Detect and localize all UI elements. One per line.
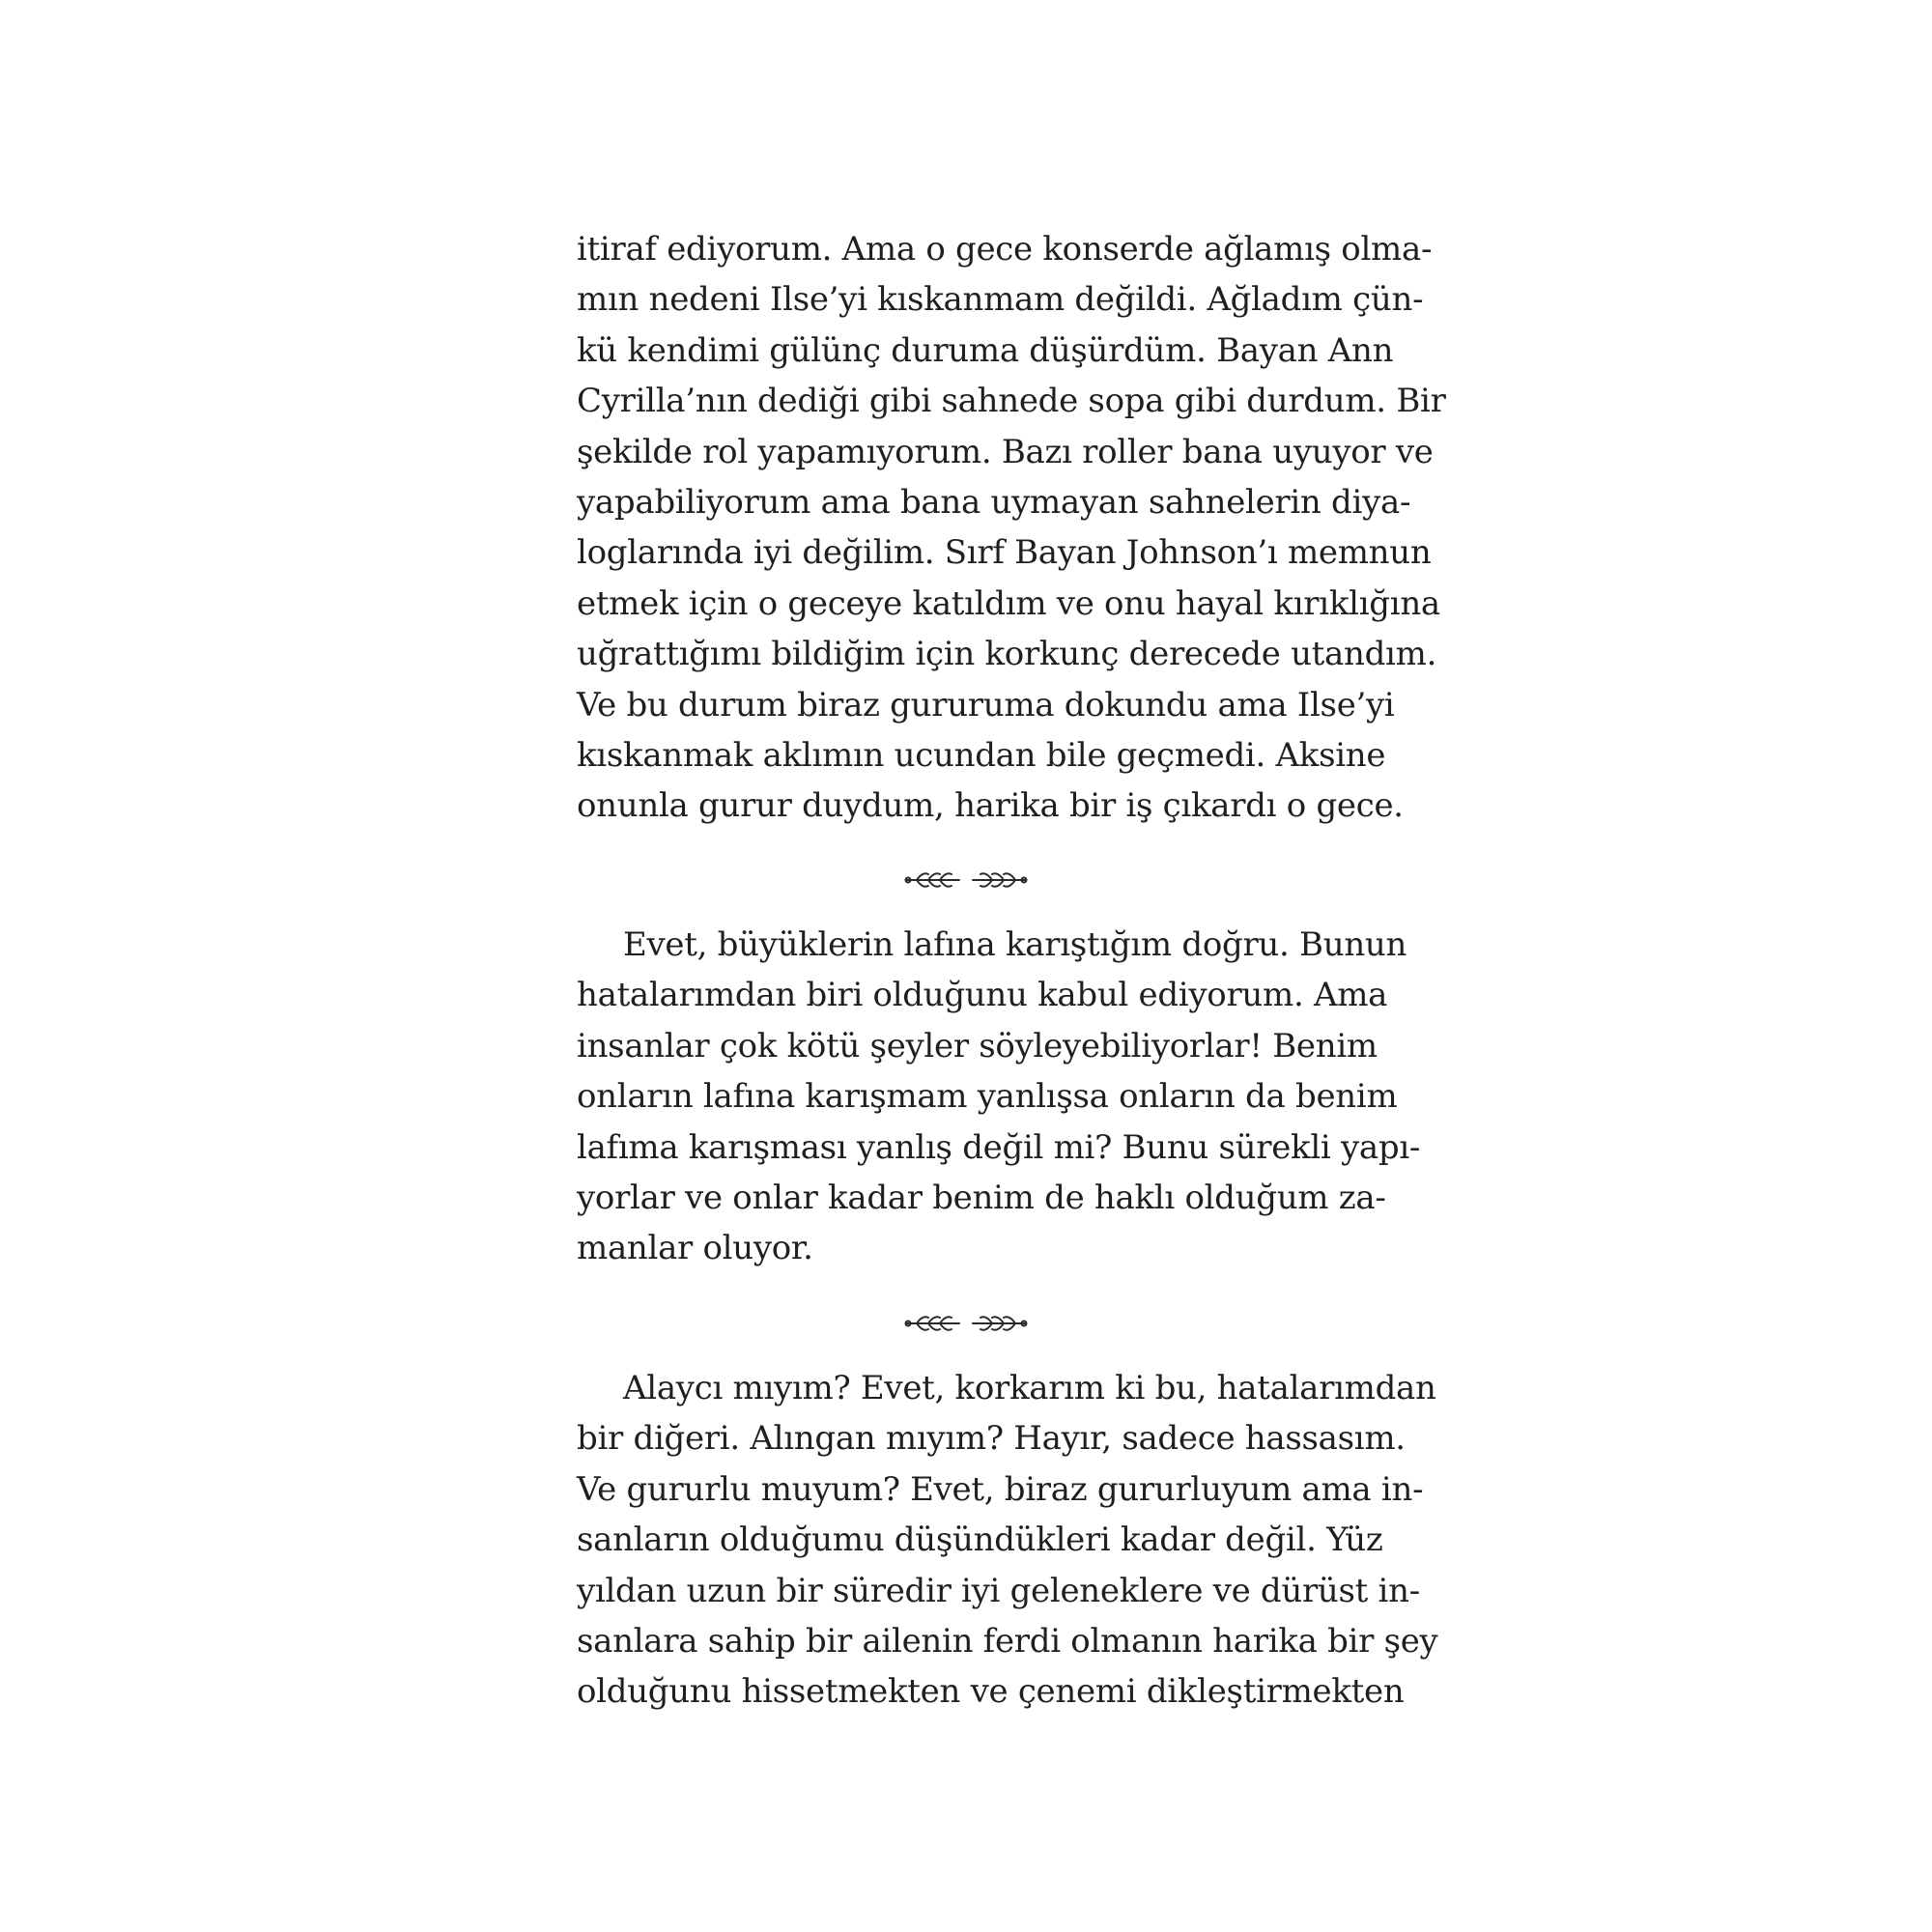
text-line: manlar oluyor.	[577, 1229, 813, 1268]
text-line: Alaycı mıyım? Evet, korkarım ki bu, hatalarımdan	[623, 1369, 1436, 1407]
text-line: onunla gurur duydum, harika bir iş çıkardı o gece.	[577, 786, 1404, 826]
paragraph-1	[577, 224, 1446, 832]
text-line: kıskanmak aklımın ucundan bile geçmedi. Aksine	[577, 735, 1386, 775]
text-line: olduğunu hissetmekten ve çenemi dikleştirmekten	[577, 1672, 1405, 1712]
paragraph-2	[577, 920, 1421, 1274]
text-line: bir diğeri. Alıngan mıyım? Hayır, sadece hassasım.	[577, 1419, 1406, 1459]
text-line: kü kendimi gülünç duruma düşürdüm. Bayan Ann	[577, 330, 1394, 370]
text-line: hatalarımdan biri olduğunu kabul ediyorum. Ama	[577, 976, 1388, 1015]
text-line: sanların olduğumu düşündükleri kadar değil. Yüz	[577, 1520, 1383, 1560]
text-line: sanlara sahip bir ailenin ferdi olmanın harika bir şey	[577, 1621, 1438, 1661]
text-line: yorlar ve onlar kadar benim de haklı olduğum za-	[577, 1178, 1386, 1217]
leaf-sprig-divider-icon	[903, 866, 1029, 895]
leaf-sprig-divider-icon	[903, 1309, 1029, 1338]
text-line: Ve gururlu muyum? Evet, biraz gururluyum ama in-	[577, 1469, 1424, 1509]
text-line: mın nedeni Ilse’yi kıskanmam değildi. Ağladım çün-	[577, 280, 1424, 320]
text-line: etmek için o geceye katıldım ve onu hayal kırıklığına	[577, 583, 1440, 623]
text-line: Ve bu durum biraz gururuma dokundu ama Ilse’yi	[577, 685, 1395, 724]
paragraph-3	[577, 1363, 1438, 1718]
text-line: loglarında iyi değilim. Sırf Bayan Johnson’ı memnun	[577, 533, 1432, 573]
text-line: itiraf ediyorum. Ama o gece konserde ağlamış olma-	[577, 230, 1433, 269]
text-line: Evet, büyüklerin lafına karıştığım doğru. Bunun	[623, 925, 1407, 964]
text-line: şekilde rol yapamıyorum. Bazı roller bana uyuyor ve	[577, 432, 1434, 471]
text-line: yapabiliyorum ama bana uymayan sahnelerin diya-	[577, 482, 1411, 522]
text-line: uğrattığımı bildiğim için korkunç derecede utandım.	[577, 635, 1437, 674]
text-line: yıldan uzun bir süredir iyi geleneklere ve dürüst in-	[577, 1571, 1420, 1610]
text-line: lafıma karışması yanlış değil mi? Bunu sürekli yapı-	[577, 1127, 1421, 1167]
text-line: insanlar çok kötü şeyler söyleyebiliyorlar! Benim	[577, 1026, 1378, 1065]
text-line: Cyrilla’nın dediği gibi sahnede sopa gibi durdum. Bir	[577, 382, 1446, 421]
text-line: onların lafına karışmam yanlışsa onların da benim	[577, 1077, 1398, 1117]
